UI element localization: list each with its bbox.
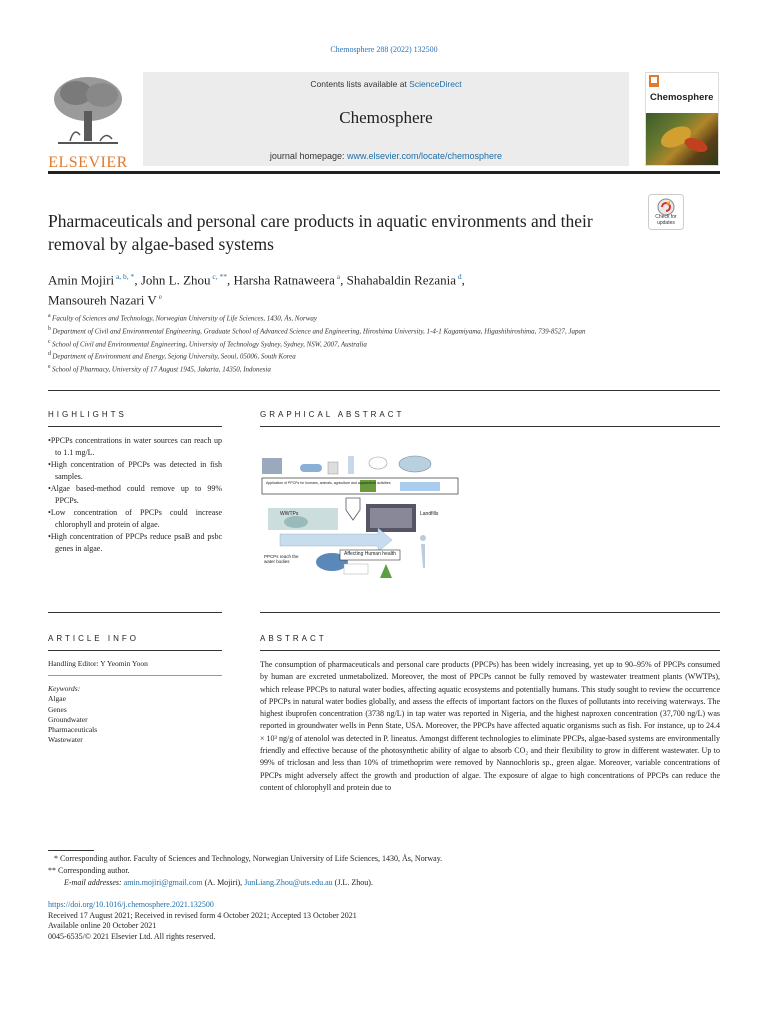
email-label: E-mail addresses: (64, 878, 122, 887)
check-for-updates-button[interactable] (648, 194, 684, 230)
ga-landfills-label: Landfills (420, 511, 439, 517)
highlight-item: • Algae based-method could remove up to 99% PPCPs. (48, 483, 222, 507)
cover-image (646, 113, 718, 165)
graphical-abstract-heading: GRAPHICAL ABSTRACT (260, 410, 405, 419)
email-owner: (A. Mojiri), (202, 878, 245, 887)
author-name[interactable]: Amin Mojiri (48, 272, 115, 288)
contents-line (143, 79, 629, 89)
journal-title[interactable]: Chemosphere (339, 108, 433, 127)
elsevier-logo (48, 73, 128, 171)
handling-editor: Handling Editor: Y Yeomin Yoon (48, 659, 148, 668)
doi-link[interactable]: https://doi.org/10.1016/j.chemosphere.2021.132500 (48, 900, 214, 909)
contents-prefix: Contents lists available at (310, 79, 410, 89)
affiliations (48, 311, 668, 375)
homepage-prefix: journal homepage: (269, 151, 347, 161)
author-affiliation-mark[interactable]: a, b, * (114, 272, 135, 281)
highlight-item: • Low concentration of PPCPs could increase chlorophyll and protein of algae. (48, 507, 222, 531)
article-info-heading: ARTICLE INFO (48, 634, 139, 643)
affiliation-item (48, 349, 668, 362)
highlights-list (48, 435, 222, 555)
article-info-subrule (48, 675, 222, 676)
email-link-mojiri[interactable]: amin.mojiri@gmail.com (123, 878, 203, 887)
affiliation-text: School of Pharmacy, University of 17 August 1945, Jakarta, 14350, Indonesia (52, 365, 271, 374)
affiliation-mark: e (48, 364, 53, 371)
journal-reference[interactable]: Chemosphere 288 (2022) 132500 (330, 45, 438, 54)
journal-banner (143, 72, 629, 166)
publisher-name: ELSEVIER (48, 154, 128, 171)
email-line (48, 877, 688, 889)
copyright: 0045-6535/© 2021 Elsevier Ltd. All rights reserved. (48, 931, 216, 941)
author-affiliation-mark[interactable]: a (334, 272, 341, 281)
header-divider (48, 171, 720, 174)
affiliation-text: Department of Civil and Environmental Engineering, Graduate School of Advanced Science and Engineering, Hiroshima University, 1-4-1 Kagamiyama, Higashihiroshima, 739-8527, Japan (52, 327, 586, 336)
available-online: Available online 20 October 2021 (48, 921, 157, 930)
keyword: Groundwater (48, 714, 88, 724)
author-name[interactable]: Harsha Ratnaweera (233, 272, 335, 288)
highlight-item: • High concentration of PPCPs reduce psaB and psbc genes in algae. (48, 531, 222, 555)
highlight-item: • High concentration of PPCPs was detected in fish samples. (48, 459, 222, 483)
keywords (48, 684, 97, 746)
highlights-heading: HIGHLIGHTS (48, 410, 127, 419)
ga-health-label: Affecting Human health (344, 551, 396, 557)
affiliation-item (48, 311, 668, 324)
cover-title: Chemosphere (650, 92, 714, 103)
affiliation-item (48, 362, 668, 375)
highlight-item: • PPCPs concentrations in water sources can reach up to 1.1 mg/L. (48, 435, 222, 459)
keyword: Pharmaceuticals (48, 725, 98, 735)
author-name[interactable]: Shahabaldin Rezania (346, 272, 457, 288)
homepage-link[interactable]: www.elsevier.com/locate/chemosphere (346, 151, 503, 161)
author-name[interactable]: Mansoureh Nazari V (48, 292, 157, 308)
ga-application-label: Application of PPCPs for humans, animals, agriculture and aquaculture activities (266, 481, 391, 485)
author-list: Amin Mojiri $^{a, b, *}$, John L. Zhou $^{c, **}$, Harsha Ratnaweera $^a$, Shahabaldin Rezania $^d$, Mansoureh Nazari V $^e$ (48, 272, 465, 308)
author-affiliation-mark[interactable]: e (156, 292, 162, 302)
footnote-divider (48, 850, 94, 851)
author-name[interactable]: John L. Zhou (140, 272, 211, 288)
affiliation-mark: d (48, 351, 53, 358)
email-link-zhou[interactable]: JunLiang.Zhou@uts.edu.au (244, 878, 333, 887)
abstract-text: The consumption of pharmaceuticals and personal care products (PPCPs) has been widely increasing, yet up to 90–95% of PPCPs consumed by human are excreted unmetabolized. Moreover, the most of PPCPs cannot be fully removed by wastewater treatment plants (WWTPs), which release PPCPs to natural water bodies, affecting aquatic ecosystems and potentially humans. This study sought to review the occurrence of PPCPs in natural water bodies globally, and assess the effects of important factors on the fluxes of pollutants into receiving waterways. The highest ibuprofen concentration (3738 ng/L) in tap water was reported in Nigeria, and the highest naproxen concentration (37,700 ng/L) was reported in groundwater wells in Penn State, USA. Moreover, the PPCPs have affected aquatic organisms such as fish. For instance, up to 24.4 × 10³ ng/g of atenolol was detected in P. lineatus. Amongst different technologies to eliminate PPCPs, algae-based systems are environmentally friendly and effective because of the photosynthetic ability of algae to absorb CO₂ and their flexibility to grow in different wastewater. Up to 99% of triclosan and less than 10% of trimethoprim were removed by Nannochloris sp., green algae. Moreover, variable concentrations of PPCPs might adversely affect the growth and production of algae. The exposure of algae to high concentrations of PPCPs can reduce the content of chlorophyll and protein due to (260, 660, 720, 792)
elsevier-mini-logo-icon (649, 75, 659, 87)
author-affiliation-mark[interactable]: d (456, 272, 462, 281)
email-owner: (J.L. Zhou). (332, 878, 373, 887)
affiliation-item (48, 337, 668, 350)
highlights-rule (48, 426, 222, 427)
section-divider (48, 390, 720, 391)
sciencedirect-link[interactable]: ScienceDirect (409, 79, 462, 89)
corresponding-author-note-2: ** Corresponding author. (48, 866, 130, 875)
abstract-rule (260, 650, 720, 651)
graphical-abstract-figure[interactable] (260, 450, 460, 580)
homepage-line (143, 151, 629, 161)
affiliation-mark: c (48, 338, 53, 345)
ga-wwtps-label: WWTPs (280, 511, 299, 517)
section-divider (48, 612, 222, 613)
article-title: Pharmaceuticals and personal care products in aquatic environments and their removal by algae-based systems (48, 211, 593, 254)
elsevier-tree-icon (48, 73, 128, 147)
article-info-rule (48, 650, 222, 651)
keyword: Wastewater (48, 735, 83, 745)
received-dates: Received 17 August 2021; Received in revised form 4 October 2021; Accepted 13 October 2021 (48, 910, 357, 920)
journal-cover[interactable] (645, 72, 719, 166)
corresponding-author-note: * Corresponding author. Faculty of Sciences and Technology, Norwegian University of Life Sciences, 1430, Ås, Norway. (54, 854, 443, 863)
affiliation-mark: a (48, 313, 53, 319)
publication-info (48, 900, 548, 942)
check-updates-label: Check for updates (655, 214, 677, 226)
affiliation-text: Faculty of Sciences and Technology, Norwegian University of Life Sciences, 1430, Ås, Norway (52, 314, 317, 323)
affiliation-text: School of Civil and Environmental Engineering, University of Technology Sydney, Sydney, NSW, 2007, Australia (52, 339, 367, 348)
keywords-heading: Keywords: (48, 684, 81, 693)
ga-reach-label: PPCPs reach the water bodies (264, 554, 299, 564)
abstract-heading: ABSTRACT (260, 634, 327, 643)
affiliation-item (48, 324, 668, 337)
author-affiliation-mark[interactable]: c, ** (210, 272, 227, 281)
affiliation-mark: b (48, 325, 53, 332)
section-divider (260, 612, 720, 613)
affiliation-text: Department of Environment and Energy, Sejong University, Seoul, 05006, South Korea (52, 352, 296, 361)
keyword: Genes (48, 704, 67, 714)
footnotes (48, 853, 688, 889)
keyword: Algae (48, 694, 66, 704)
graphical-abstract-rule (260, 426, 720, 427)
